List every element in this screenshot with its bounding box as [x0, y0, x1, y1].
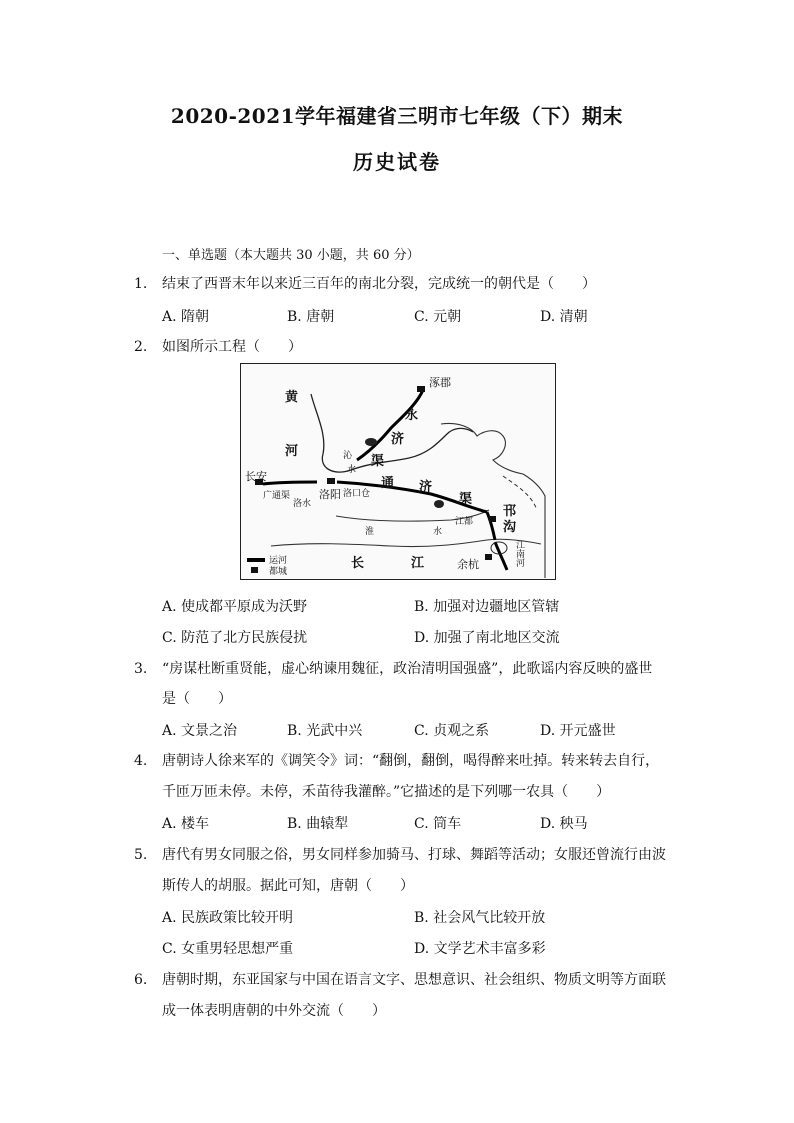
jiangdu-marker [489, 516, 496, 522]
grand-canal-map [240, 363, 556, 580]
question-text-line1: 唐朝诗人徐来军的《调笑令》词：“翻倒，翻倒，喝得醉来吐掉。转来转去自行， [162, 753, 660, 769]
label-luoshui: 洛水 [293, 499, 312, 509]
luoyang-marker [327, 478, 335, 484]
option-c[interactable]: C. 贞观之系 [414, 723, 490, 739]
option-b[interactable]: B. 加强对边疆地区管辖 [414, 599, 560, 615]
section-heading: 一、单选题（本大题共 30 小题，共 60 分） [162, 248, 420, 263]
question-number: 6. [134, 972, 148, 988]
option-b[interactable]: B. 光武中兴 [287, 723, 363, 739]
question-text-line1: 唐代有男女同服之俗，男女同样参加骑马、打球、舞蹈等活动；女服还曾流行由波 [162, 847, 666, 863]
label-yong: 永 [405, 408, 419, 423]
question-text-line2: 是（ ） [162, 691, 232, 707]
option-b[interactable]: B. 曲辕犁 [287, 816, 349, 832]
label-jiang: 江 [411, 556, 425, 571]
label-luokoucang: 洛口仓 [343, 489, 371, 499]
legend-capital-swatch [251, 567, 258, 573]
question-text-line2: 千匝万匝未停。未停，禾苗待我灌醉。”它描述的是下列哪一农具（ ） [162, 784, 611, 800]
label-chang: 长 [351, 556, 365, 571]
label-tongji-qu: 渠 [459, 492, 473, 507]
option-a[interactable]: A. 隋朝 [162, 309, 210, 325]
label-tongji-ji: 济 [419, 480, 433, 495]
label-jiangnan: 江南河 [514, 540, 524, 567]
label-huang: 黄 [285, 390, 299, 405]
option-a[interactable]: A. 民族政策比较开明 [162, 910, 294, 926]
option-a[interactable]: A. 使成都平原成为沃野 [162, 599, 308, 615]
option-d[interactable]: D. 清朝 [540, 309, 588, 325]
label-tong: 通 [381, 476, 395, 491]
question-text-line1: 唐朝时期，东亚国家与中国在语言文字、思想意识、社会组织、物质文明等方面联 [162, 972, 666, 988]
label-changan: 长安 [245, 470, 267, 483]
jiangnan-canal [495, 542, 507, 570]
question-number: 3. [134, 661, 148, 677]
option-b[interactable]: B. 社会风气比较开放 [414, 910, 546, 926]
question-text: 如图所示工程（ ） [162, 339, 302, 355]
label-he: 河 [285, 444, 299, 459]
label-yuhang: 余杭 [457, 558, 479, 571]
question-text-line2: 斯传人的胡服。据此可知，唐朝（ ） [162, 878, 414, 894]
label-ji: 济 [391, 432, 405, 447]
label-luoyang: 洛阳 [319, 488, 341, 501]
legend-capital-label: 都城 [269, 567, 288, 577]
legend-canal-label: 运河 [269, 556, 288, 566]
question-number: 5. [134, 847, 148, 863]
option-a[interactable]: A. 文景之治 [162, 723, 238, 739]
option-b[interactable]: B. 唐朝 [287, 309, 335, 325]
question-text-line1: “房谋杜断重贤能，虚心纳谏用魏征，政治清明国强盛”，此歌谣内容反映的盛世 [162, 661, 653, 677]
label-shui: 水 [347, 465, 357, 475]
label-qin: 沁 [343, 451, 353, 461]
label-han: 邗 [503, 504, 517, 519]
option-c[interactable]: C. 防范了北方民族侵扰 [162, 630, 308, 646]
lake-marker [365, 438, 377, 446]
guangtong-canal [263, 482, 317, 484]
option-d[interactable]: D. 秧马 [540, 816, 588, 832]
option-d[interactable]: D. 加强了南北地区交流 [414, 630, 560, 646]
legend-canal-swatch [247, 558, 265, 562]
paper-subtitle: 历史试卷 [353, 150, 441, 174]
label-huai: 淮 [365, 527, 375, 537]
label-gou: 沟 [503, 520, 517, 535]
yangtze-river [271, 539, 541, 546]
label-jiangdu: 江都 [455, 517, 474, 527]
question-text: 结束了西晋末年以来近三百年的南北分裂，完成统一的朝代是（ ） [162, 276, 596, 292]
option-d[interactable]: D. 文学艺术丰富多彩 [414, 941, 546, 957]
option-c[interactable]: C. 女重男轻思想严重 [162, 941, 294, 957]
label-huai-shui: 水 [433, 527, 443, 537]
yuhang-marker [485, 554, 492, 560]
option-d[interactable]: D. 开元盛世 [540, 723, 616, 739]
question-number: 2. [134, 339, 148, 355]
question-number: 4. [134, 753, 148, 769]
lake-marker-2 [434, 500, 444, 508]
option-c[interactable]: C. 筒车 [414, 816, 462, 832]
question-text-line2: 成一体表明唐朝的中外交流（ ） [162, 1003, 386, 1019]
label-zhuojun: 涿郡 [429, 376, 451, 389]
option-c[interactable]: C. 元朝 [414, 309, 462, 325]
yongji-canal [357, 390, 423, 460]
paper-title: 2020-2021学年福建省三明市七年级（下）期末 [170, 104, 624, 128]
label-qu: 渠 [371, 454, 385, 469]
option-a[interactable]: A. 楼车 [162, 816, 210, 832]
label-guangtong: 广通渠 [263, 491, 291, 501]
zhuojun-marker [417, 386, 425, 392]
question-number: 1. [134, 276, 148, 292]
